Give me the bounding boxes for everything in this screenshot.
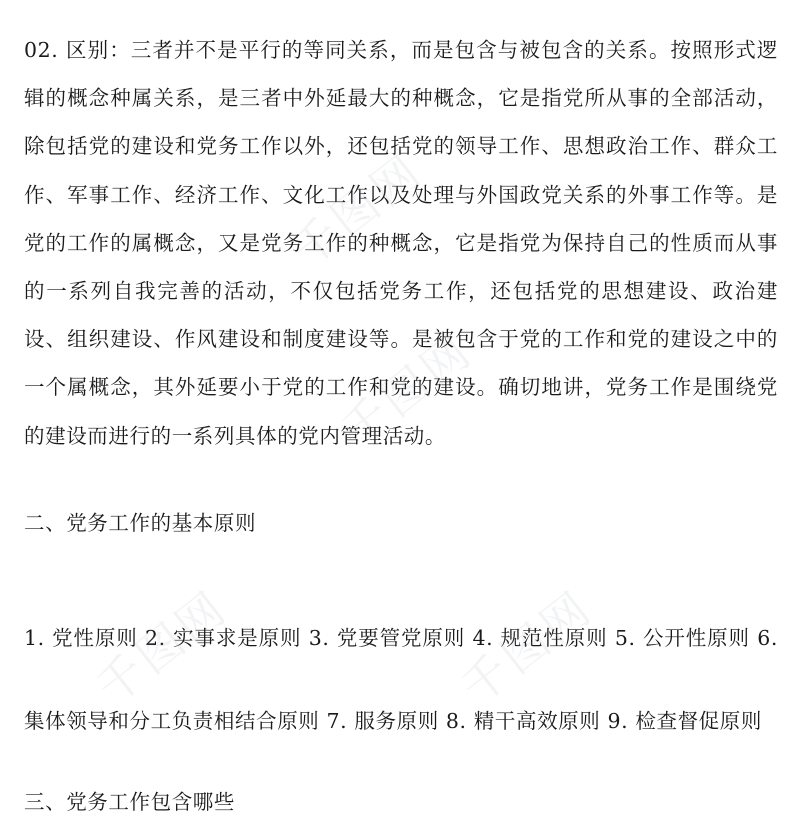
watermark: 千图网 [331,322,483,458]
watermark: 千图网 [281,142,433,278]
watermark: 千图网 [451,579,603,715]
paragraph-principles-list: 1. 党性原则 2. 实事求是原则 3. 党要管党原则 4. 规范性原则 5. 公开性原则 6. 集体领导和分工负责相结合原则 7. 服务原则 8. 精干高效原则 9. 检查督促原则 [24,626,778,733]
section-heading-contents: 三、党务工作包含哪些 [24,790,235,814]
paragraph-distinction: 02. 区别：三者并不是平行的等同关系，而是包含与被包含的关系。按照形式逻辑的概念种属关系，是三者中外延最大的种概念，它是指党所从事的全部活动，除包括党的建设和党务工作以外，还包括党的领导工作、思想政治工作、群众工作、军事工作、经济工作、文化工作以及处理与外国政党关系的外事工作等。是党的工作的属概念，又是党务工作的种概念，它是指党为保持自己的性质而从事的一系列自我完善的活动，不仅包括党务工作，还包括党的思想建设、政治建设、组织建设、作风建设和制度建设等。是被包含于党的工作和党的建设之中的一个属概念，其外延要小于党的工作和党的建设。确切地讲，党务工作是围绕党的建设而进行的一系列具体的党内管理活动。 [24,38,778,448]
watermark: 千图网 [86,579,238,715]
section-heading-basic-principles: 二、党务工作的基本原则 [24,511,257,535]
